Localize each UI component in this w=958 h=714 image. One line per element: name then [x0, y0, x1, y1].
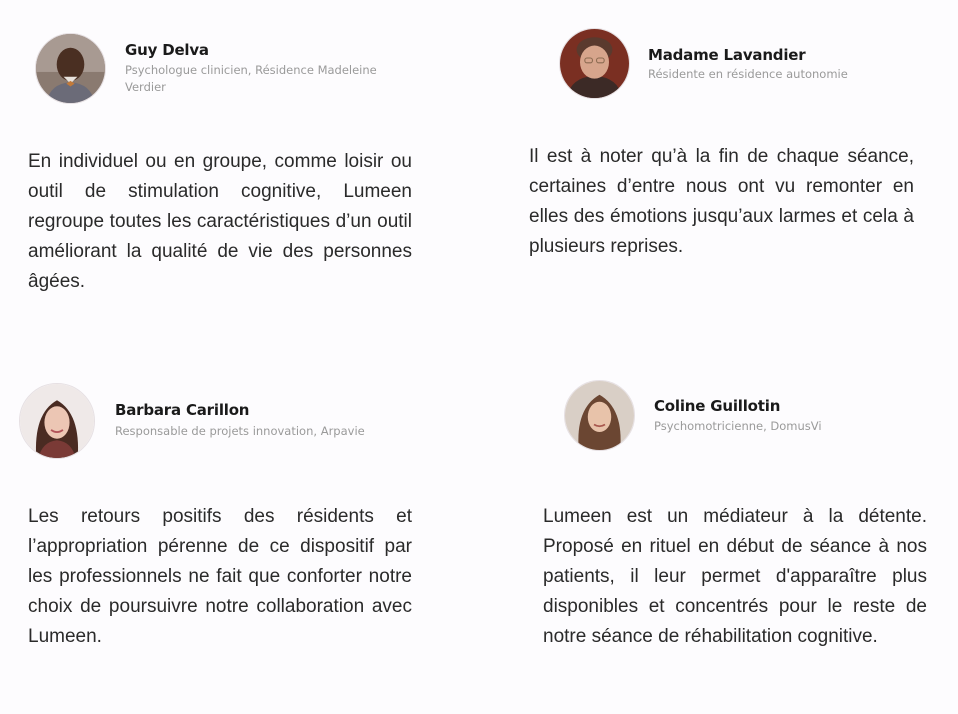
testimonial-role: Responsable de projets innovation, Arpavie: [115, 424, 365, 438]
avatar-madame-lavandier: [559, 28, 630, 99]
portrait-photo-icon: [20, 384, 94, 458]
avatar-coline-guillotin: [564, 380, 635, 451]
testimonial-quote: Il est à noter qu’à la fin de chaque séance, certaines d’entre nous ont vu remonter en elles des émotions jusqu’aux larmes et cela à plusieurs reprises.: [529, 146, 914, 257]
avatar-barbara-carillon: [19, 383, 95, 459]
testimonial-role: Psychologue clinicien, Résidence Madeleine Verdier: [125, 63, 377, 94]
testimonial-name: Madame Lavandier: [648, 46, 806, 64]
testimonial-quote: Les retours positifs des résidents et l’appropriation pérenne de ce dispositif par les professionnels ne fait que conforter notre choix de poursuivre notre collaboration avec Lumeen.: [28, 506, 412, 647]
avatar-guy-delva: [35, 33, 106, 104]
testimonial-role: Résidente en résidence autonomie: [648, 67, 848, 81]
portrait-photo-icon: [36, 34, 105, 103]
testimonial-name: Coline Guillotin: [654, 397, 781, 415]
testimonial-name: Guy Delva: [125, 41, 209, 59]
testimonial-name: Barbara Carillon: [115, 401, 250, 419]
portrait-photo-icon: [560, 29, 629, 98]
portrait-photo-icon: [565, 381, 634, 450]
testimonial-quote: En individuel ou en groupe, comme loisir ou outil de stimulation cognitive, Lumeen regroupe toutes les caractéristiques d’un outil améliorant la qualité de vie des personnes âgées.: [28, 151, 412, 292]
testimonial-quote: Lumeen est un médiateur à la détente. Proposé en rituel en début de séance à nos patients, il leur permet d'apparaître plus disponibles et concentrés pour le reste de notre séance de réhabilitation cognitive.: [543, 506, 927, 647]
testimonial-role: Psychomotricienne, DomusVi: [654, 419, 822, 433]
